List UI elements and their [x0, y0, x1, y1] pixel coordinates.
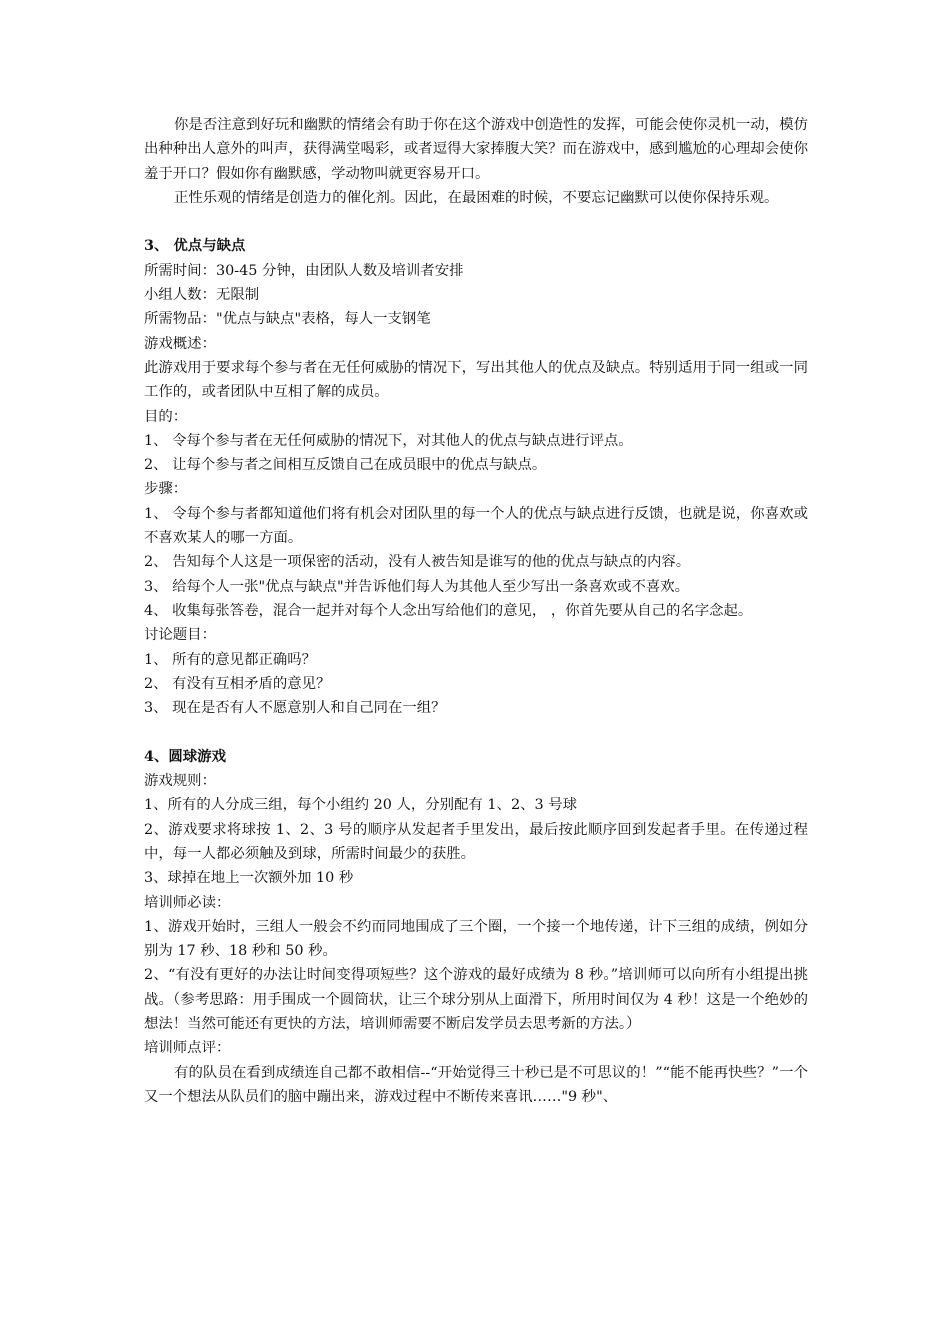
section-3-time: 所需时间：30-45 分钟，由团队人数及培训者安排 [144, 262, 464, 279]
section-4-trainer-read-item: 2、“有没有更好的办法让时间变得项短些？这个游戏的最好成绩为 8 秒。”培训师可以向所有小组提出挑战。（参考思路：用手围成一个圆筒状，让三个球分别从上面滑下，所用时间仅为 4 秒！这是一个绝妙的想法！当然可能还有更快的方法，培训师需要不断启发学员去思考新的方法。） [144, 967, 808, 1032]
section-4-trainer-read-label: 培训师必读： [144, 894, 231, 911]
section-4-rules-label: 游戏规则： [144, 773, 216, 790]
section-4-rule-item: 3、球掉在地上一次额外加 10 秒 [144, 870, 354, 887]
section-3-discussion-item: 2、 有没有互相矛盾的意见？ [144, 675, 331, 692]
section-3-steps-label: 步骤： [144, 481, 188, 498]
section-3-title: 3、 优点与缺点 [144, 237, 246, 255]
section-4-comment-label: 培训师点评： [144, 1040, 231, 1057]
section-3-overview: 此游戏用于要求每个参与者在无任何威胁的情况下，写出其他人的优点及缺点。特别适用于同一组或一同工作的，或者团队中互相了解的成员。 [144, 359, 808, 401]
section-4-trainer-read-item: 1、游戏开始时，三组人一般会不约而同地围成了三个圈，一个接一个地传递，计下三组的成绩，例如分别为 17 秒、18 秒和 50 秒。 [144, 918, 808, 960]
intro-paragraph-2: 正性乐观的情绪是创造力的催化剂。因此，在最困难的时候，不要忘记幽默可以使你保持乐观。 [174, 189, 779, 206]
section-3-group-size: 小组人数：无限制 [144, 287, 260, 304]
section-3-discussion-item: 3、 现在是否有人不愿意别人和自己同在一组？ [144, 700, 446, 717]
section-3-step-item: 3、 给每个人一张"优点与缺点"并告诉他们每人为其他人至少写出一条喜欢或不喜欢。 [144, 578, 690, 595]
section-3-materials: 所需物品："优点与缺点"表格，每人一支钢笔 [144, 311, 431, 328]
document-page [144, 113, 808, 1109]
section-3-step-item: 2、 告知每个人这是一项保密的活动，没有人被告知是谁写的他的优点与缺点的内容。 [144, 554, 691, 571]
section-4-title: 4、圆球游戏 [144, 747, 226, 765]
section-4-comment: 有的队员在看到成绩连自己都不敢相信--“开始觉得三十秒已是不可思议的！”“能不能再快些？”一个又一个想法从队员们的脑中蹦出来，游戏过程中不断传来喜讯……"9 秒"、 [144, 1064, 808, 1105]
spacer [144, 210, 808, 234]
section-3-discussion-label: 讨论题目： [144, 627, 216, 644]
section-3-purpose-item: 2、 让每个参与者之间相互反馈自己在成员眼中的优点与缺点。 [144, 457, 547, 474]
section-3-purpose-label: 目的： [144, 408, 188, 425]
intro-paragraph-1: 你是否注意到好玩和幽默的情绪会有助于你在这个游戏中创造性的发挥，可能会使你灵机一动，模仿出种种出人意外的叫声，获得满堂喝彩，或者逗得大家捧腹大笑？而在游戏中，感到尴尬的心理却会使你羞于开口？假如你有幽默感，学动物叫就更容易开口。 [144, 117, 808, 182]
section-3-discussion-item: 1、 所有的意见都正确吗？ [144, 651, 317, 668]
section-3-step-item: 1、 令每个参与者都知道他们将有机会对团队里的每一个人的优点与缺点进行反馈，也就是说，你喜欢或不喜欢某人的哪一方面。 [144, 505, 808, 547]
spacer [144, 720, 808, 744]
section-3-overview-label: 游戏概述： [144, 335, 216, 352]
section-4-rule-item: 2、游戏要求将球按 1、2、3 号的顺序从发起者手里发出，最后按此顺序回到发起者手里。在传递过程中，每一人都必须触及到球，所需时间最少的获胜。 [144, 821, 808, 862]
section-3-purpose-item: 1、 令每个参与者在无任何威胁的情况下，对其他人的优点与缺点进行评点。 [144, 432, 633, 449]
section-4-rule-item: 1、所有的人分成三组，每个小组约 20 人，分别配有 1、2、3 号球 [144, 797, 577, 814]
section-3-step-item: 4、 收集每张答卷，混合一起并对每个人念出写给他们的意见， ，你首先要从自己的名字念起。 [144, 602, 753, 619]
